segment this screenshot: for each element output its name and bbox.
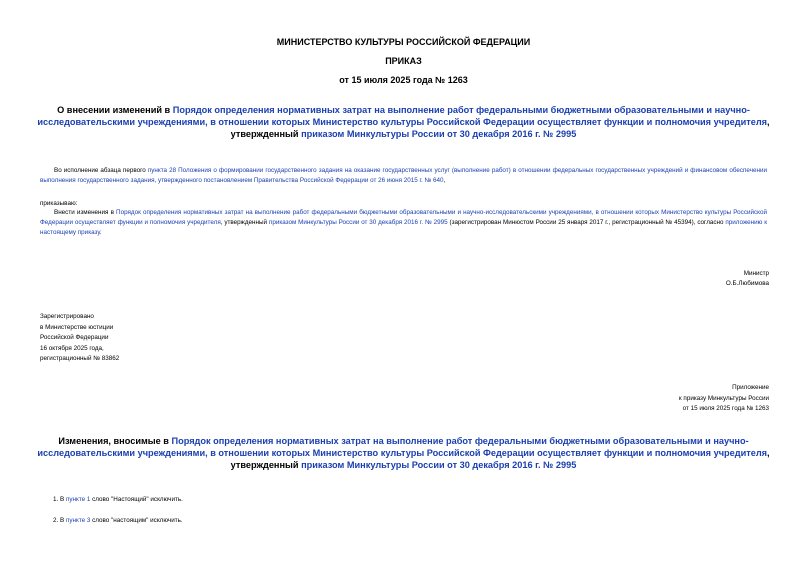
appendix-title-middle: , утвержденный: [230, 448, 770, 470]
paragraph-changes-start: Внести изменения в: [54, 209, 117, 216]
order-title-prefix: О внесении изменений в: [57, 105, 173, 115]
paragraph-changes-end: .: [99, 229, 102, 236]
registration-line-5: регистрационный № 83862: [40, 355, 120, 362]
registration-block: [40, 312, 119, 365]
change-item-num: 1. В: [53, 496, 66, 503]
appendix-reference-line-2: к приказу Минкультуры России: [678, 394, 769, 402]
appendix-title-link-order[interactable]: приказом Минкультуры России от 30 декабря 2016 г. № 2995: [301, 460, 577, 470]
signature-block: [726, 269, 769, 289]
paragraph-basis-end: ,: [443, 177, 446, 184]
change-item: [53, 516, 183, 526]
paragraph-changes: [40, 208, 767, 238]
paragraph-basis-link[interactable]: пункта 28 Положения о формировании государственного задания на оказание государственных услуг (выполнение работ) в отношении федеральных государственных учреждений и финансовом обеспечении выполнения государственного задания, утвержденного постановлением Правительства Российской Федерации от 26 июня 2015 г. № 640: [40, 167, 767, 184]
signature-position: Министр: [743, 270, 769, 277]
paragraph-changes-mid1: , утвержденный: [220, 219, 269, 226]
registration-line-2: в Министерстве юстиции: [40, 323, 114, 331]
appendix-title-prefix: Изменения, вносимые в: [58, 436, 172, 446]
signature-name: О.Б.Любимова: [725, 280, 769, 287]
order-title-link-procedure[interactable]: Порядок определения нормативных затрат на выполнение работ федеральными бюджетными образовательными и научно-исследовательскими учреждениями, в отношении которых Министерство культуры Российской Федерации осуществляет функции и полномочия учредителя: [37, 105, 768, 127]
appendix-reference-line-1: Приложение: [732, 384, 769, 391]
paragraph-basis-start: Во исполнение абзаца первого: [54, 167, 148, 174]
order-title: [30, 104, 777, 140]
registration-line-3: Российской Федерации: [40, 334, 109, 341]
doc-type-heading: ПРИКАЗ: [385, 56, 422, 66]
appendix-title: [30, 435, 777, 471]
paragraph-changes-link-order[interactable]: приказом Минкультуры России от 30 декабря 2016 г. № 2995: [268, 219, 448, 226]
paragraph-changes-link-procedure[interactable]: Порядок определения нормативных затрат на выполнение работ федеральными бюджетными образовательными и научно-исследовательскими учреждениями, в отношении которых Министерство культуры Российской Федерации осуществляет функции и полномочия учредителя: [40, 209, 767, 226]
change-item-link[interactable]: пункте 1: [65, 496, 91, 503]
change-item-link[interactable]: пункте 3: [65, 517, 91, 524]
change-item: [53, 495, 183, 505]
doc-date-number: от 15 июля 2025 года № 1263: [339, 75, 468, 85]
appendix-reference-line-3: от 15 июля 2025 года № 1263: [682, 405, 769, 412]
ministry-heading: МИНИСТЕРСТВО КУЛЬТУРЫ РОССИЙСКОЙ ФЕДЕРАЦИИ: [276, 37, 531, 47]
appendix-reference: [679, 383, 769, 415]
registration-line-1: Зарегистрировано: [40, 313, 94, 320]
change-item-num: 2. В: [53, 517, 66, 524]
paragraph-basis: [40, 166, 767, 186]
change-item-text: слово "настоящим" исключить.: [90, 517, 183, 524]
order-title-middle: , утвержденный: [230, 117, 770, 139]
order-title-link-order[interactable]: приказом Минкультуры России от 30 декабря 2016 г. № 2995: [301, 129, 577, 139]
paragraph-changes-link-appendix[interactable]: приложению к настоящему приказу: [40, 219, 767, 236]
paragraph-changes-mid2: (зарегистрирован Минюстом России 25 января 2017 г., регистрационный № 45394), согласно: [447, 219, 726, 226]
paragraph-order-word: приказываю:: [40, 200, 78, 207]
appendix-title-link-procedure[interactable]: Порядок определения нормативных затрат на выполнение работ федеральными бюджетными образовательными и научно-исследовательскими учреждениями, в отношении которых Министерство культуры Российской Федерации осуществляет функции и полномочия учредителя: [37, 436, 768, 458]
change-item-text: слово "Настоящий" исключить.: [90, 496, 183, 503]
registration-line-4: 16 октября 2025 года,: [40, 344, 104, 352]
